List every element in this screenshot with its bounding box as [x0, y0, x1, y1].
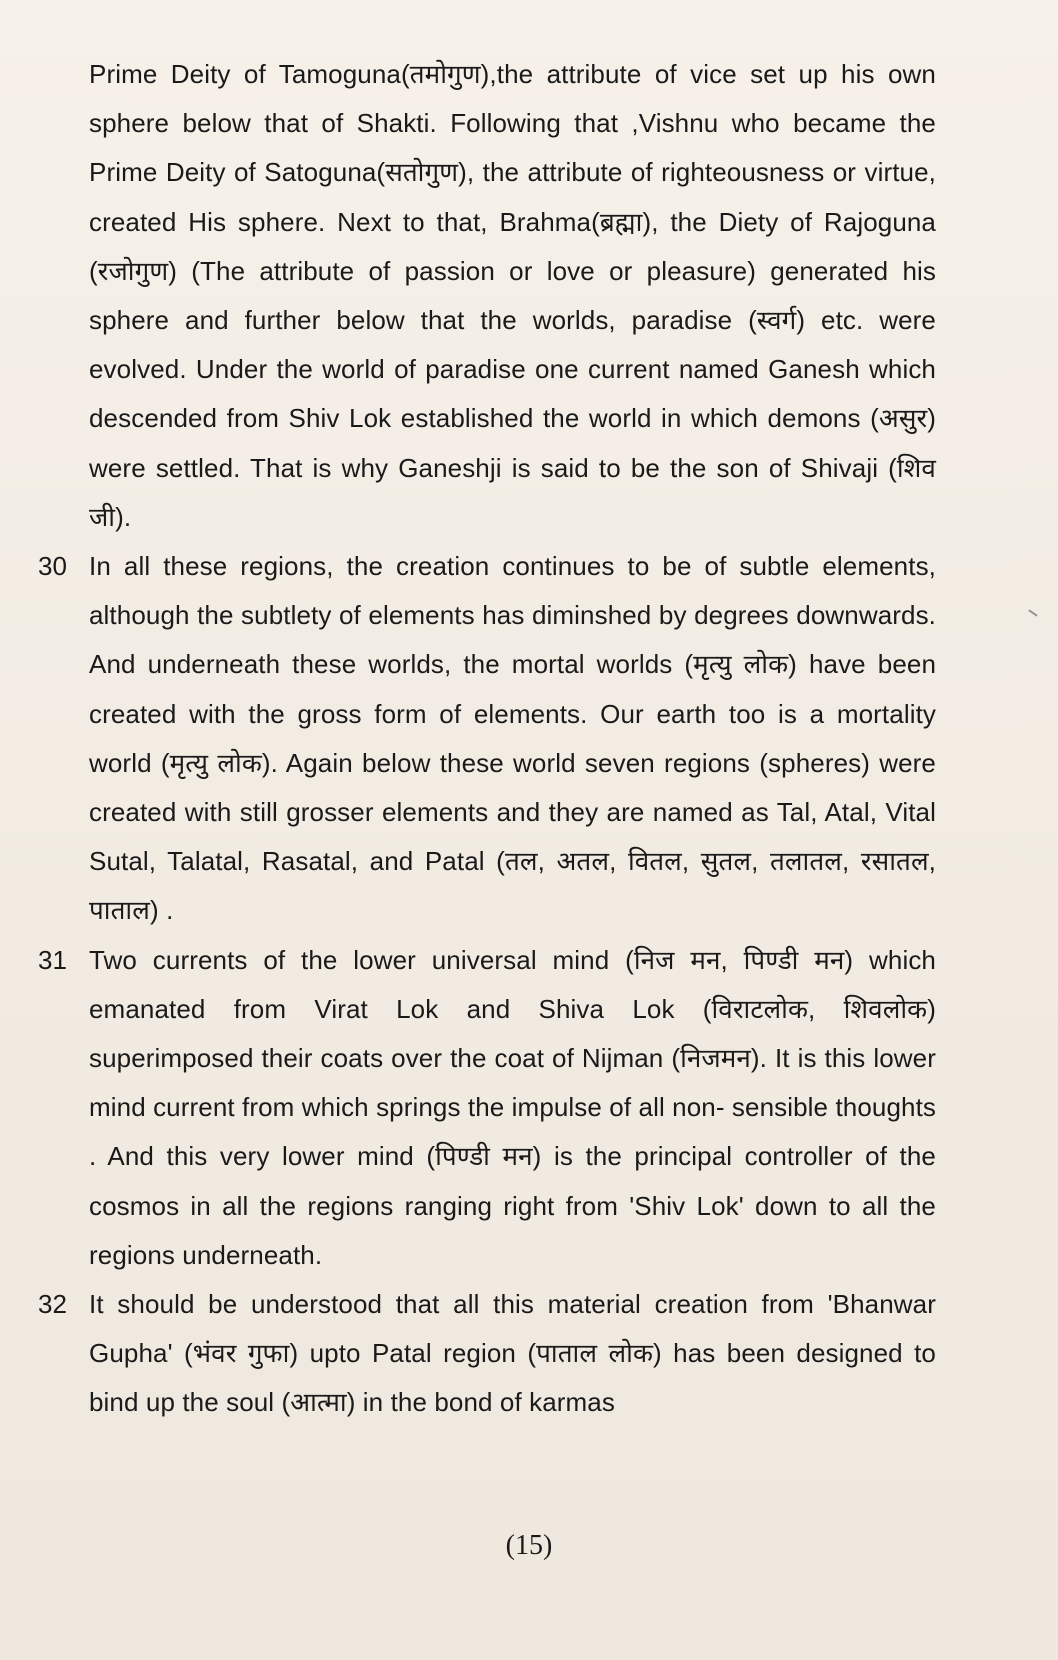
paragraph-32 — [36, 1280, 936, 1428]
page-number: (15) — [505, 1530, 553, 1561]
print-speck — [1028, 609, 1037, 616]
paragraph-number: 30 — [38, 551, 67, 582]
paragraph-text: It should be understood that all this material creation from 'Bhanwar Gupha' (भंवर गुफा) upto Patal region (पाताल लोक) has been designed to bind up the soul (आत्मा) in the bond of karmas — [89, 1289, 936, 1418]
body-text — [36, 50, 936, 1428]
paragraph-31 — [36, 936, 936, 1280]
paragraph-number: 31 — [38, 944, 67, 975]
paragraph-intro: Prime Deity of Tamoguna(तमोगुण),the attribute of vice set up his own sphere below that of Shakti. Following that ,Vishnu who became the Prime Deity of Satoguna(सतोगुण), the attribute of righteousness or virtue, created His sphere. Next to that, Brahma(ब्रह्मा), the Diety of Rajoguna (रजोगुण) (The attribute of passion or love or pleasure) generated his sphere and further below that the worlds, paradise (स्वर्ग) etc. were evolved. Under the world of paradise one current named Ganesh which descended from Shiv Lok established the world in which demons (असुर) were settled. That is why Ganeshji is said to be the son of Shivaji (शिव जी). — [89, 59, 936, 532]
paragraph-text: Two currents of the lower universal mind (निज मन, पिण्डी मन) which emanated from Virat Lok and Shiva Lok (विराटलोक, शिवलोक) superimposed their coats over the coat of Nijman (निजमन). It is this lower mind current from which springs the impulse of all non- sensible thoughts . And this very lower mind (पिण्डी मन) is the principal controller of the cosmos in all the regions ranging right from 'Shiv Lok' down to all the regions underneath. — [89, 944, 936, 1270]
paragraph-text: In all these regions, the creation continues to be of subtle elements, although the subtlety of elements has diminshed by degrees downwards. And underneath these worlds, the mortal worlds (मृत्यु लोक) have been created with the gross form of elements. Our earth too is a mortality world (मृत्यु लोक). Again below these world seven regions (spheres) were created with still grosser elements and they are named as Tal, Atal, Vital Sutal, Talatal, Rasatal, and Patal (तल, अतल, वितल, सुतल, तलातल, रसातल, पाताल) . — [89, 551, 936, 926]
paragraph-number: 32 — [38, 1289, 67, 1320]
paragraph-30 — [36, 542, 936, 936]
